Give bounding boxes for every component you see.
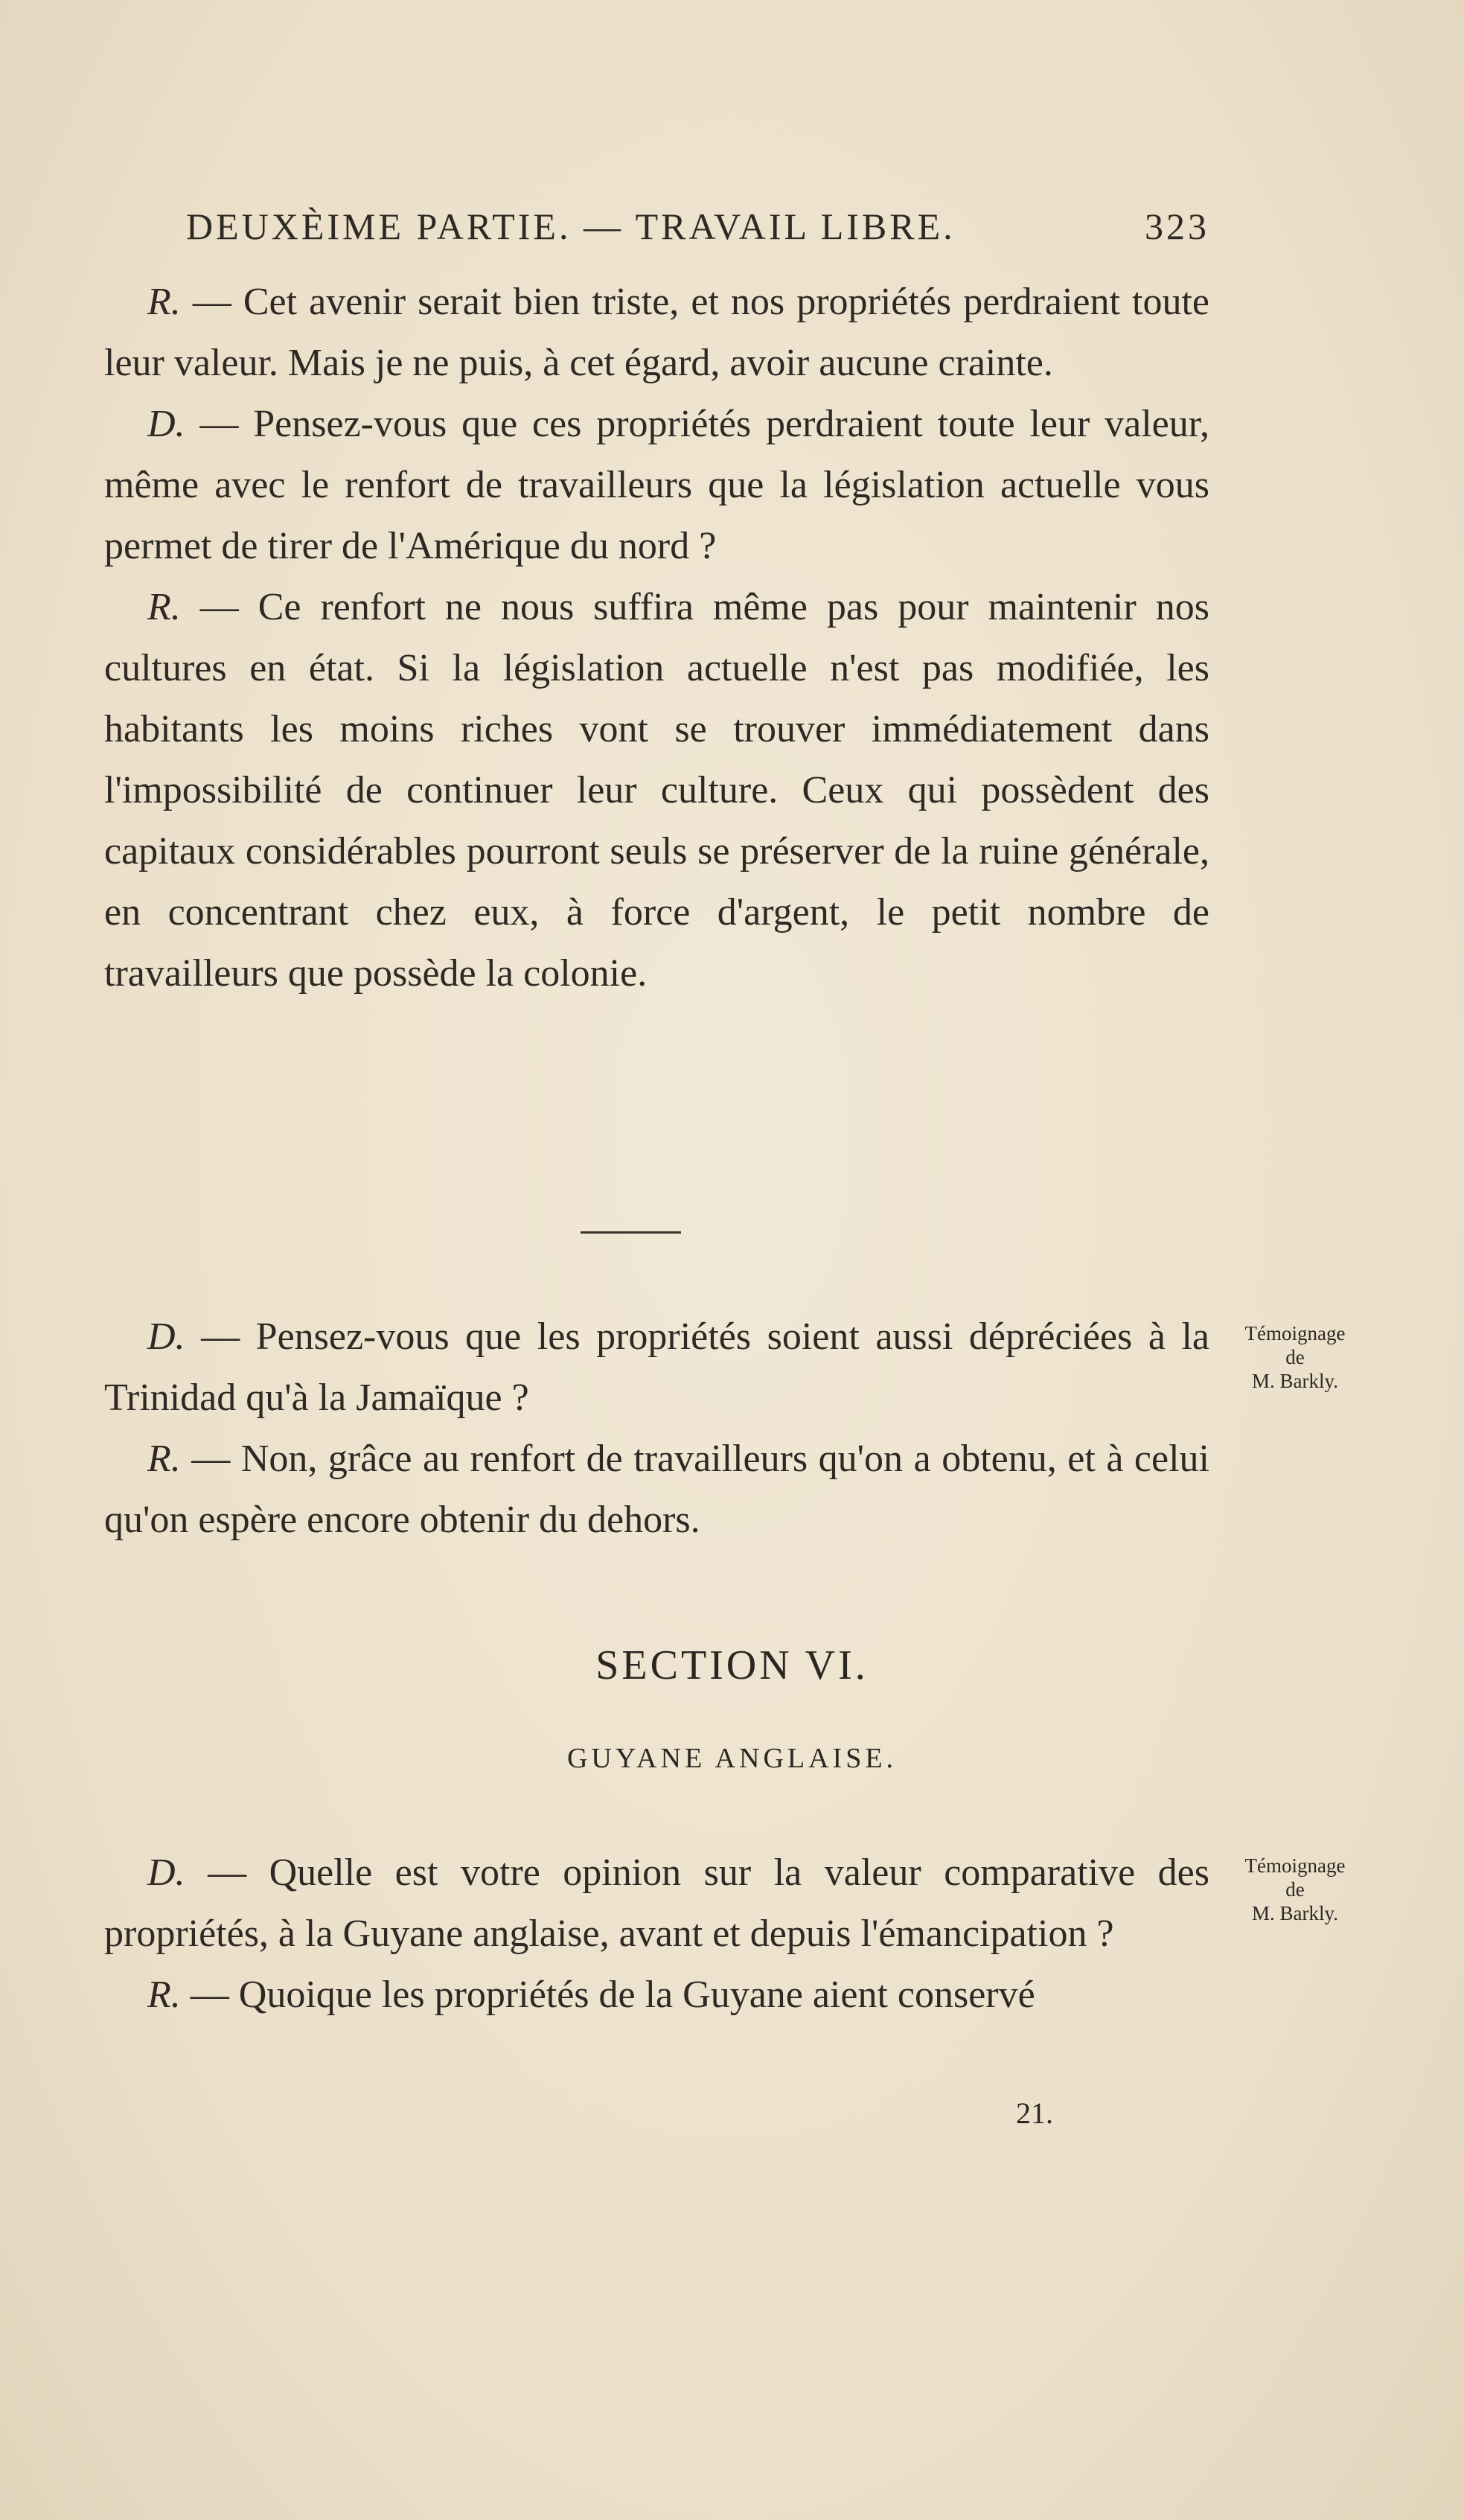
speaker-label: R. <box>147 1438 181 1480</box>
text-block-1 <box>104 272 1209 1004</box>
paragraph <box>104 1429 1209 1551</box>
paragraph-text: — Pensez-vous que ces propriétés perdraient toute leur valeur, même avec le renfort de travailleurs que la législation actuelle vous permet de tirer de l'Amérique du nord ? <box>104 403 1209 567</box>
paragraph <box>104 394 1209 577</box>
margin-note-line: M. Barkly. <box>1252 1370 1338 1392</box>
paragraph-text: — Quoique les propriétés de la Guyane aient conservé <box>180 1974 1035 2016</box>
text-block-3 <box>104 1843 1209 2026</box>
section-title: SECTION VI. <box>595 1642 869 1688</box>
speaker-label: R. <box>147 281 181 323</box>
speaker-label: R. <box>147 586 181 628</box>
paragraph-text: — Quelle est votre opinion sur la valeur comparative des propriétés, à la Guyane anglaise, avant et depuis l'émancipation ? <box>104 1851 1209 1955</box>
paragraph-text: — Pensez-vous que les propriétés soient aussi dépréciées à la Trinidad qu'à la Jamaïque ? <box>104 1315 1209 1419</box>
paragraph-text: — Ce renfort ne nous suffira même pas pour maintenir nos cultures en état. Si la législation actuelle n'est pas modifiée, les habitants les moins riches vont se trouver immédiatement dans l'impossibilité de continuer leur culture. Ceux qui possèdent des capitaux considérables pourront seuls se préserver de la ruine générale, en concentrant chez eux, à force d'argent, le petit nombre de travailleurs que possède la colonie. <box>104 586 1209 995</box>
paragraph <box>104 1843 1209 1965</box>
margin-note <box>1228 1321 1362 1393</box>
paragraph-text: — Non, grâce au renfort de travailleurs qu'on a obtenu, et à celui qu'on espère encore obtenir du dehors. <box>104 1438 1209 1541</box>
running-header <box>186 205 1209 248</box>
signature-mark: 21. <box>1016 2096 1053 2130</box>
section-divider <box>581 1231 681 1234</box>
speaker-label: D. <box>147 1315 185 1358</box>
speaker-label: R. <box>147 1974 181 2016</box>
paragraph <box>104 272 1209 394</box>
margin-note-line: Témoignage <box>1244 1322 1346 1344</box>
margin-note-line: de <box>1285 1878 1305 1901</box>
margin-note-line: de <box>1285 1346 1305 1368</box>
header-title: DEUXÈIME PARTIE. — TRAVAIL LIBRE. <box>186 205 956 247</box>
speaker-label: D. <box>147 1851 185 1894</box>
section-subtitle: GUYANE ANGLAISE. <box>566 1743 898 1774</box>
paragraph-text: — Cet avenir serait bien triste, et nos propriétés perdraient toute leur valeur. Mais je ne puis, à cet égard, avoir aucune crainte. <box>104 281 1209 384</box>
paragraph <box>104 1307 1209 1429</box>
margin-note <box>1228 1854 1362 1925</box>
page-number: 323 <box>1145 205 1209 247</box>
paragraph <box>104 1965 1209 2026</box>
margin-note-line: M. Barkly. <box>1252 1902 1338 1924</box>
speaker-label: D. <box>147 403 185 445</box>
margin-note-line: Témoignage <box>1244 1854 1346 1877</box>
text-block-2 <box>104 1307 1209 1551</box>
paragraph <box>104 577 1209 1004</box>
